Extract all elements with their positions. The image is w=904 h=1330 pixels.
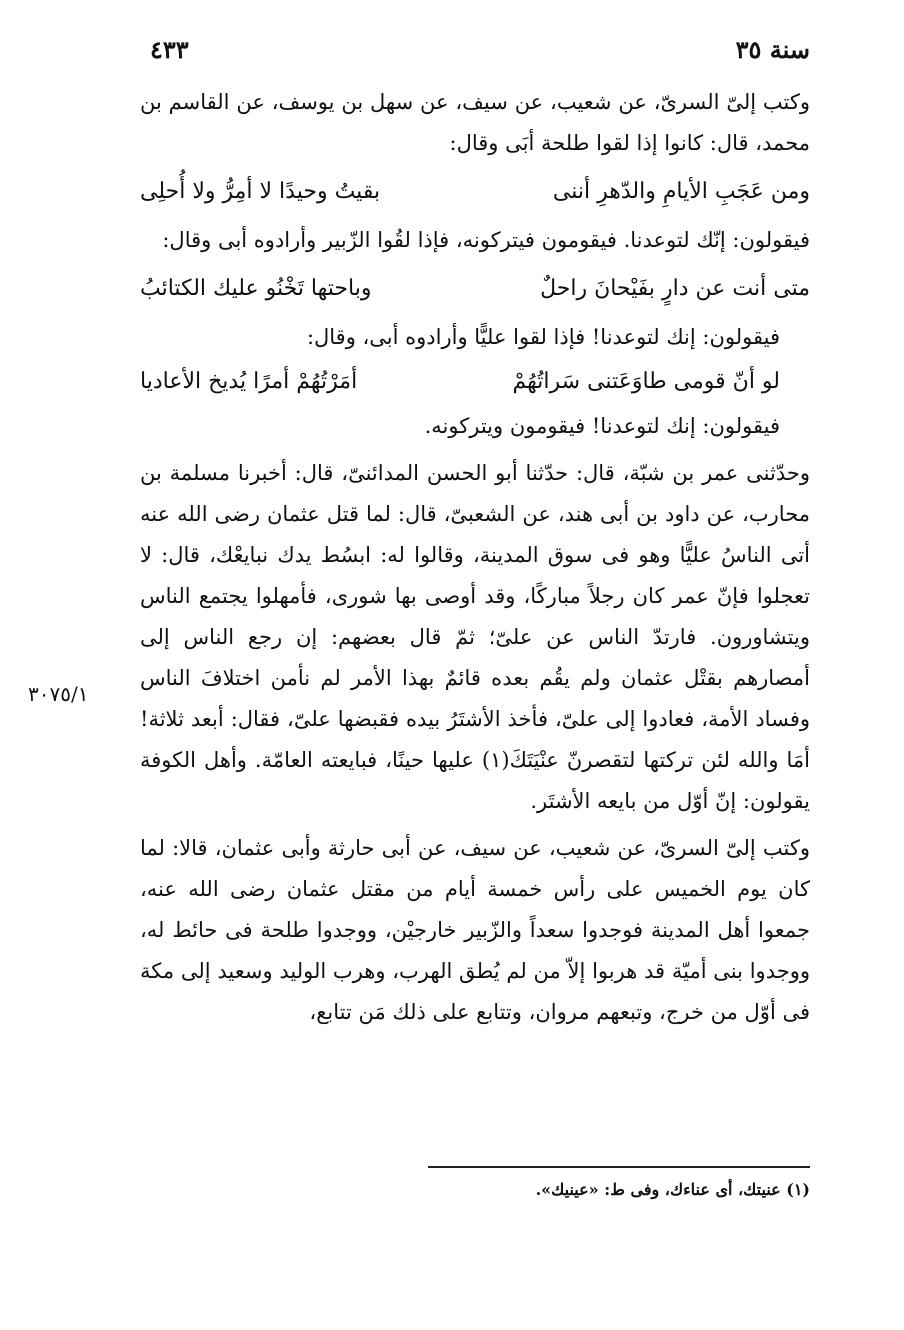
verse-second-hemistich: أمَرْتُهُمْ أمرًا يُديخ الأعاديا: [140, 369, 358, 394]
poem-verse: [140, 358, 810, 406]
page-header: [150, 32, 810, 66]
footnote: (١) عنيتك، أى عناءك، وفى ط: «عينيك».: [535, 1180, 810, 1199]
footnote-divider: [428, 1166, 810, 1168]
paragraph: وكتب إلىّ السرىّ، عن شعيب، عن سيف، عن سهل بن يوسف، عن القاسم بن محمد، قال: كانوا إذا لقوا طلحة أبَى وقال:: [140, 90, 810, 155]
paragraph: فيقولون: إنك لتوعدنا! فإذا لقوا عليًّا وأرادوه أبى، وقال:: [306, 325, 780, 349]
margin-page-reference: ٣٠٧٥/١: [28, 682, 89, 706]
verse-first-hemistich: ومن عَجَبِ الأيامِ والدّهرِ أننى: [552, 179, 810, 204]
main-text: [140, 82, 810, 1033]
paragraph: فيقولون: إنك لتوعدنا! فيقومون ويتركونه.: [424, 414, 780, 438]
paragraph: وكتب إلىّ السرىّ، عن شعيب، عن سيف، عن أبى حارثة وأبى عثمان، قالا: لما كان يوم الخميس على رأس خمسة أيام من مقتل عثمان رضى الله عنه، جمعوا أهل المدينة فوجدوا سعداً والزّبير خارجيْن، ووجدوا طلحة فى حائط له، ووجدوا بنى أميّة قد هربوا إلاّ من لم يُطق الهرب، وهرب الوليد وسعيد إلى مكة فى أوّل من خرج، وتبعهم مروان، وتتابع على ذلك مَن تتابع،: [140, 836, 810, 1024]
running-title: سنة ٣٥: [735, 34, 810, 64]
verse-second-hemistich: بقيتُ وحيدًا لا أمِرُّ ولا أُحلِى: [140, 179, 381, 204]
paragraph: وحدّثنى عمر بن شبّة، قال: حدّثنا أبو الحسن المدائنىّ، قال: أخبرنا مسلمة بن محارب، عن داود بن أبى هند، عن الشعبىّ، قال: لما قتل عثمان رضى الله عنه أتى الناسُ عليًّا وهو فى سوق المدينة، وقالوا له: ابسُط يدك نبايعْك، قال: لا تعجلوا فإنّ عمر كان رجلاً مباركًا، وقد أوصى بها شورى، فأمهلوا يجتمع الناس ويتشاورون. فارتدّ الناس عن علىّ؛ ثمّ قال بعضهم: إن رجع الناس إلى أمصارهم بقتْل عثمان ولم يقُم بعده قائمٌ بهذا الأمر لم نأمن اختلافَ الناس وفساد الأمة، فعادوا إلى علىّ، فأخذ الأشتَرُ بيده فقبضها علىّ، فقال: أبعد ثلاثة! أمَا والله لئن تركتها لتقصرنّ عنْيَتَكَ(١) عليها حينًا، فبايعته العامّة. وأهل الكوفة يقولون: إنّ أوّل من بايعه الأشتَر.: [140, 461, 810, 813]
verse-first-hemistich: لو أنّ قومى طاوَعَتنى سَراتُهُمْ: [512, 369, 780, 394]
verse-second-hemistich: وباحتها تَخْنُو عليك الكتائبُ: [140, 276, 372, 301]
poem-verse: [140, 261, 810, 317]
paragraph: فيقولون: إنّك لتوعدنا. فيقومون فيتركونه، فإذا لقُوا الزّبير وأرادوه أبى وقال:: [162, 228, 810, 252]
verse-first-hemistich: متى أنت عن دارٍ بفَيْحانَ راحلٌ: [540, 276, 810, 301]
poem-verse: [140, 164, 810, 220]
page-number: ٤٣٣: [150, 34, 189, 64]
